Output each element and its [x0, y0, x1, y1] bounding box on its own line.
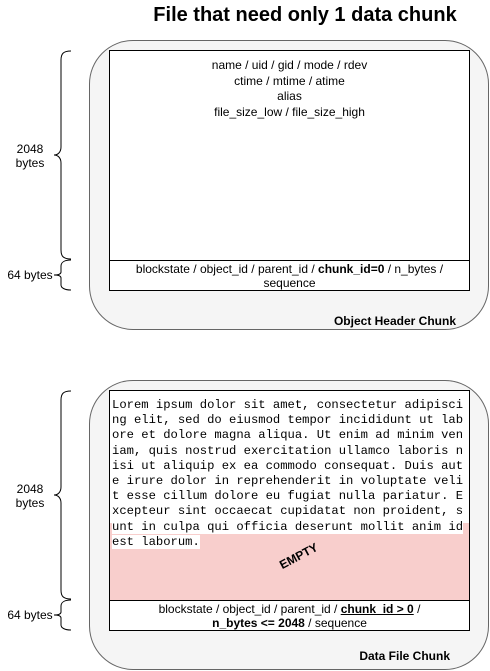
- size-label-2048-top: 2048 bytes: [15, 142, 45, 170]
- object-header-chunk-caption: Object Header Chunk: [333, 314, 456, 328]
- header-field-line: ctime / mtime / atime: [234, 73, 345, 88]
- header-field-line: file_size_low / file_size_high: [214, 104, 365, 119]
- lorem-text-block: [110, 391, 470, 550]
- data-file-chunk-caption: Data File Chunk: [359, 649, 450, 663]
- page-title: File that need only 1 data chunk: [153, 4, 457, 26]
- data-tags-sep: /: [413, 602, 421, 616]
- header-field-line: name / uid / gid / mode / rdev: [211, 58, 368, 72]
- empty-label: EMPTY: [277, 540, 321, 572]
- header-chunk-id: chunk_id=0: [318, 262, 385, 276]
- header-tags-text: blockstate / object_id / parent_id /: [135, 262, 319, 276]
- data-box: [109, 390, 470, 601]
- data-tags-sequence: / sequence: [304, 616, 367, 630]
- header-tags-box: [109, 260, 470, 291]
- data-chunk-id: chunk_id > 0: [340, 602, 414, 616]
- data-n-bytes: n_bytes <= 2048: [212, 616, 305, 630]
- header-field-line: alias: [277, 89, 302, 103]
- size-label-64-top: 64 bytes: [7, 268, 53, 282]
- header-tags-text-end: / n_bytes / sequence: [263, 262, 444, 290]
- lorem-text: Lorem ipsum dolor sit amet, consectetur adipiscing elit, sed do eiusmod tempor incididunt ut labore et dolore magna aliqua. Ut enim ad minim veniam, quis nostrud exercitation ullamco laboris nisi ut aliquip ex ea commodo consequat. Duis aute irure dolor in reprehenderit in voluptate velit esse cillum dolore eu fugiat nulla pariatur. Excepteur sint occaecat cupidatat non proident, sunt in culpa qui officia deserunt mollit anim id est laborum.: [112, 398, 464, 549]
- data-tags-box: [109, 600, 470, 631]
- size-label-2048-bottom: 2048 bytes: [15, 482, 45, 510]
- data-tags-line-1: [110, 602, 469, 616]
- header-fields-box: [109, 50, 470, 261]
- size-label-64-bottom: 64 bytes: [7, 608, 53, 622]
- data-tags-line-2: [110, 616, 469, 630]
- data-tags-text: blockstate / object_id / parent_id /: [158, 602, 341, 616]
